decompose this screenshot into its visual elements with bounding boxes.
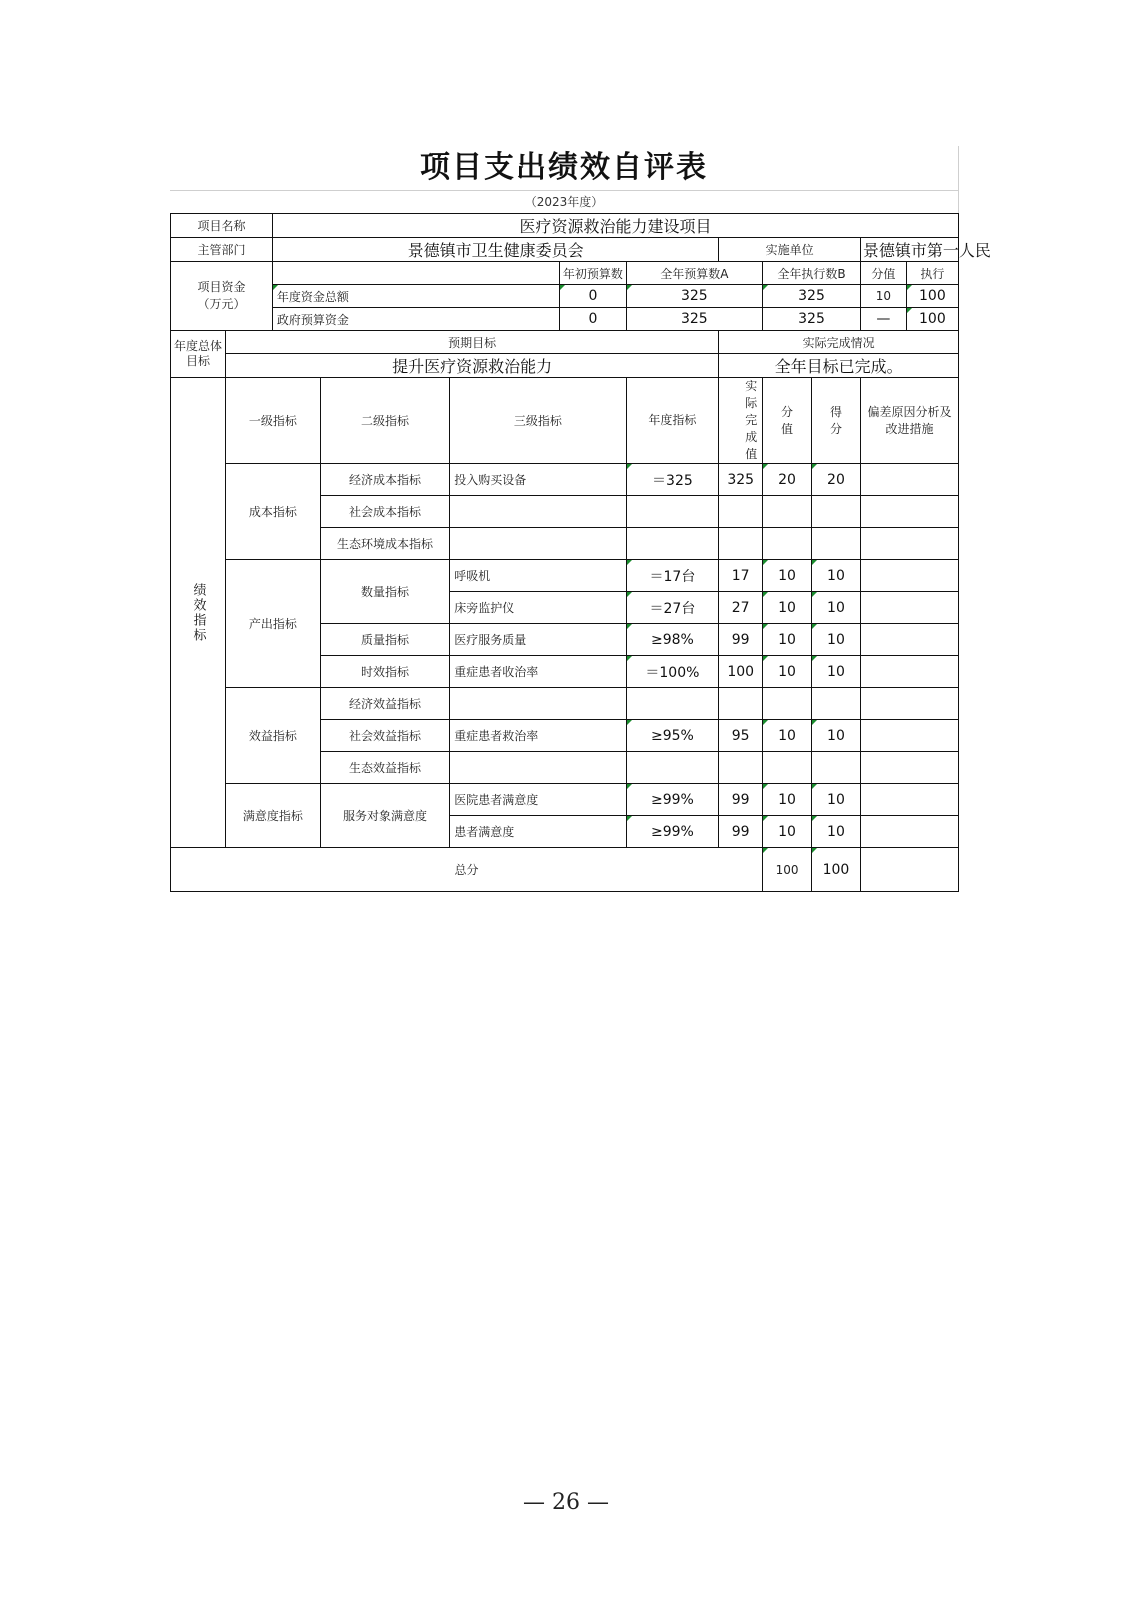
- gov-budget-exec: 325: [763, 308, 861, 331]
- empty-cell: [450, 496, 626, 528]
- row-score-value: 10: [763, 560, 812, 592]
- row-target: ≥99%: [626, 784, 719, 816]
- empty-cell: [763, 752, 812, 784]
- row-deviation: [860, 560, 958, 592]
- economic-benefit-indicator: 经济效益指标: [320, 688, 449, 720]
- row-level3: 重症患者收治率: [450, 656, 626, 688]
- empty-cell: [812, 752, 861, 784]
- row-target: ＝27台: [626, 592, 719, 624]
- row-target: ≥95%: [626, 720, 719, 752]
- gov-budget-annual: 325: [626, 308, 763, 331]
- row-actual: 99: [719, 816, 763, 848]
- year-subtitle: （2023年度）: [170, 190, 959, 213]
- row-actual: 325: [719, 464, 763, 496]
- annual-budget-header: 全年预算数A: [626, 262, 763, 285]
- row-score-value: 10: [763, 720, 812, 752]
- row-level3: 医疗服务质量: [450, 624, 626, 656]
- page-title: 项目支出绩效自评表: [170, 146, 959, 190]
- timeliness-indicator: 时效指标: [320, 656, 449, 688]
- annual-total-score-value: 10: [860, 285, 906, 308]
- row-level3: 床旁监护仪: [450, 592, 626, 624]
- satisfaction-indicator: 满意度指标: [226, 784, 321, 848]
- row-level3: 呼吸机: [450, 560, 626, 592]
- level2-header: 二级指标: [320, 378, 449, 464]
- score-value2-header: 分值: [763, 378, 812, 464]
- total-deviation: [860, 848, 958, 892]
- row-level3: 医院患者满意度: [450, 784, 626, 816]
- row-score: 10: [812, 656, 861, 688]
- row-score: 10: [812, 624, 861, 656]
- empty-cell: [763, 496, 812, 528]
- department-value: 景德镇市卫生健康委员会: [272, 238, 718, 262]
- empty-cell: [763, 688, 812, 720]
- row-target: ＝325: [626, 464, 719, 496]
- empty-cell: [450, 752, 626, 784]
- row-actual: 100: [719, 656, 763, 688]
- empty-cell: [860, 688, 958, 720]
- row-target: ＝100%: [626, 656, 719, 688]
- row-score: 10: [812, 720, 861, 752]
- social-cost-indicator: 社会成本指标: [320, 496, 449, 528]
- empty-cell: [626, 752, 719, 784]
- row-score-value: 20: [763, 464, 812, 496]
- quantity-indicator: 数量指标: [320, 560, 449, 624]
- gov-budget-label: 政府预算资金: [272, 308, 559, 331]
- empty-cell: [860, 528, 958, 560]
- empty-cell: [719, 688, 763, 720]
- initial-budget-header: 年初预算数: [560, 262, 626, 285]
- empty-cell: [719, 496, 763, 528]
- row-target: ≥98%: [626, 624, 719, 656]
- gov-budget-initial: 0: [560, 308, 626, 331]
- row-score: 20: [812, 464, 861, 496]
- annual-index-header: 年度指标: [626, 378, 719, 464]
- annual-total-exec: 325: [763, 285, 861, 308]
- row-level3: 投入购买设备: [450, 464, 626, 496]
- row-actual: 27: [719, 592, 763, 624]
- cost-indicator: 成本指标: [226, 464, 321, 560]
- implementer-label: 实施单位: [719, 238, 861, 262]
- expected-goal-value: 提升医疗资源救治能力: [226, 354, 719, 378]
- row-actual: 99: [719, 784, 763, 816]
- actual-completion-header: 实际完成情况: [719, 331, 959, 354]
- row-deviation: [860, 720, 958, 752]
- row-score: 10: [812, 560, 861, 592]
- annual-total-rate: 100: [906, 285, 958, 308]
- evaluation-table: [170, 213, 991, 892]
- quality-indicator: 质量指标: [320, 624, 449, 656]
- row-score-value: 10: [763, 816, 812, 848]
- project-name-label: 项目名称: [171, 214, 273, 238]
- score-value-header: 分值: [860, 262, 906, 285]
- empty-cell: [719, 528, 763, 560]
- annual-exec-header: 全年执行数B: [763, 262, 861, 285]
- row-deviation: [860, 592, 958, 624]
- annual-total-label: 年度资金总额: [272, 285, 559, 308]
- row-level3: 患者满意度: [450, 816, 626, 848]
- funds-label: 项目资金 （万元）: [171, 262, 273, 331]
- department-label: 主管部门: [171, 238, 273, 262]
- total-score-value: 100: [763, 848, 812, 892]
- eco-benefit-indicator: 生态效益指标: [320, 752, 449, 784]
- row-target: ＝17台: [626, 560, 719, 592]
- score2-header: 得分: [812, 378, 861, 464]
- page-number: — 26 —: [523, 1490, 609, 1515]
- level3-header: 三级指标: [450, 378, 626, 464]
- empty-cell: [450, 528, 626, 560]
- actual-value-header: 实际完成值: [719, 378, 763, 464]
- row-deviation: [860, 464, 958, 496]
- empty-cell: [860, 752, 958, 784]
- funds-blank: [272, 262, 559, 285]
- empty-cell: [626, 496, 719, 528]
- gov-budget-score-value: —: [860, 308, 906, 331]
- row-actual: 95: [719, 720, 763, 752]
- row-actual: 99: [719, 624, 763, 656]
- row-level3: 重症患者救治率: [450, 720, 626, 752]
- row-score: 10: [812, 592, 861, 624]
- annual-goal-label: 年度总体目标: [171, 331, 226, 378]
- empty-cell: [812, 688, 861, 720]
- annual-total-initial: 0: [560, 285, 626, 308]
- empty-cell: [812, 528, 861, 560]
- gov-budget-rate: 100: [906, 308, 958, 331]
- row-deviation: [860, 656, 958, 688]
- row-score-value: 10: [763, 656, 812, 688]
- row-score-value: 10: [763, 784, 812, 816]
- economic-cost-indicator: 经济成本指标: [320, 464, 449, 496]
- empty-cell: [626, 528, 719, 560]
- annual-total-annual: 325: [626, 285, 763, 308]
- expected-goal-header: 预期目标: [226, 331, 719, 354]
- service-satisfaction-indicator: 服务对象满意度: [320, 784, 449, 848]
- row-target: ≥99%: [626, 816, 719, 848]
- row-score-value: 10: [763, 624, 812, 656]
- row-deviation: [860, 624, 958, 656]
- row-deviation: [860, 784, 958, 816]
- implementer-value: 景德镇市第一人民: [860, 238, 958, 262]
- empty-cell: [626, 688, 719, 720]
- row-actual: 17: [719, 560, 763, 592]
- empty-cell: [450, 688, 626, 720]
- empty-cell: [860, 496, 958, 528]
- deviation-header: 偏差原因分析及改进措施: [860, 378, 958, 464]
- empty-cell: [763, 528, 812, 560]
- row-score: 10: [812, 784, 861, 816]
- perf-indicator-label: 绩效指标: [171, 378, 226, 848]
- actual-completion-value: 全年目标已完成。: [719, 354, 959, 378]
- empty-cell: [812, 496, 861, 528]
- empty-cell: [719, 752, 763, 784]
- exec-rate-header: 执行: [906, 262, 958, 285]
- social-benefit-indicator: 社会效益指标: [320, 720, 449, 752]
- output-indicator: 产出指标: [226, 560, 321, 688]
- row-deviation: [860, 816, 958, 848]
- row-score: 10: [812, 816, 861, 848]
- total-score: 100: [812, 848, 861, 892]
- level1-header: 一级指标: [226, 378, 321, 464]
- eco-cost-indicator: 生态环境成本指标: [320, 528, 449, 560]
- project-name-value: 医疗资源救治能力建设项目: [272, 214, 958, 238]
- total-label: 总分: [171, 848, 763, 892]
- evaluation-sheet: [170, 146, 991, 892]
- row-score-value: 10: [763, 592, 812, 624]
- benefit-indicator: 效益指标: [226, 688, 321, 784]
